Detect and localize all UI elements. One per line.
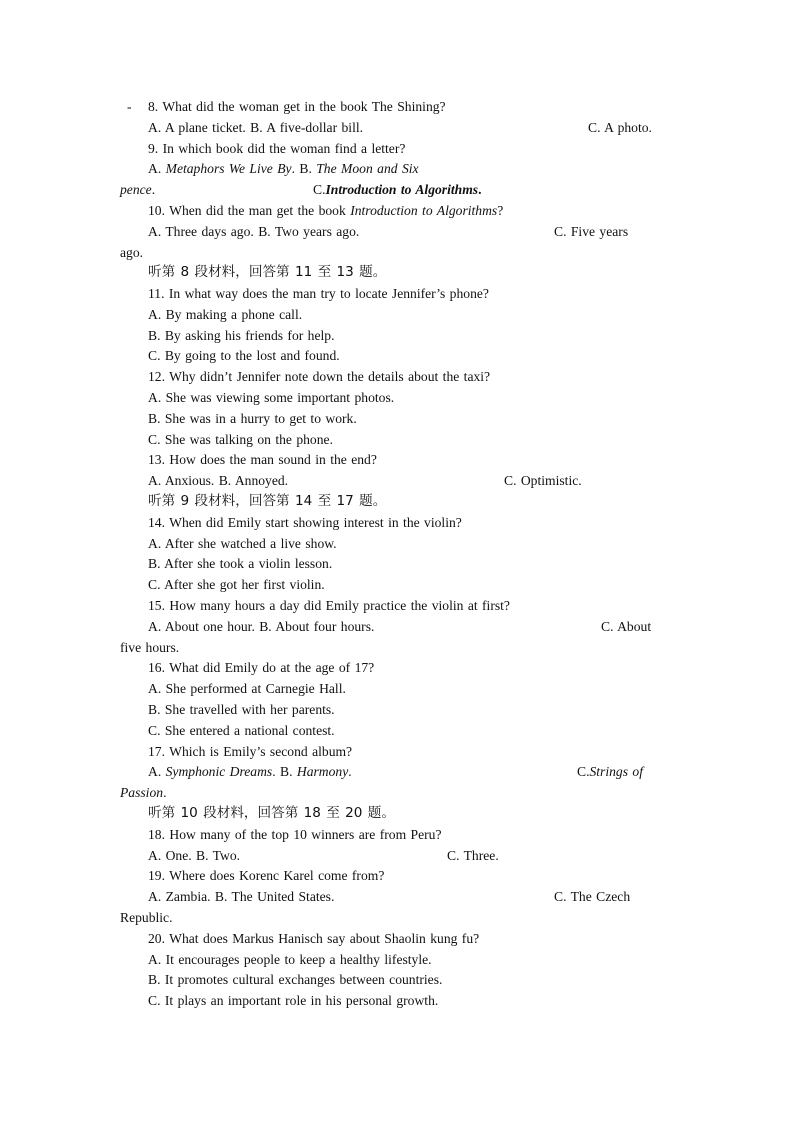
q19-options-ab: A. Zambia. B. The United States.: [148, 889, 335, 904]
q8-options-ab: A. A plane ticket. B. A five-dollar bill.: [148, 120, 364, 135]
q15-option-c: C. About: [601, 619, 652, 634]
q19-option-c: C. The Czech: [554, 889, 631, 904]
q17-c-suffix: .: [163, 785, 167, 800]
q17-b-title: Harmony: [296, 764, 349, 779]
q10-stem: [148, 200, 503, 221]
q16-option-c: C. She entered a national contest.: [148, 723, 335, 738]
q9-a-title: Metaphors We Live By: [165, 161, 292, 176]
q10-stem-prefix: 10. When did the man get the book: [148, 203, 351, 218]
q20-stem: 20. What does Markus Hanisch say about Shaolin kung fu?: [148, 931, 480, 946]
q9-a-prefix: A.: [148, 161, 166, 176]
q11-stem: 11. In what way does the man try to locate Jennifer’s phone?: [148, 286, 489, 301]
q15-option-c-cont: five hours.: [120, 640, 180, 655]
q9-c-prefix: C.: [313, 182, 326, 197]
q15-options-ab: A. About one hour. B. About four hours.: [148, 619, 375, 634]
q17-b-prefix: . B.: [272, 764, 297, 779]
q14-option-c: C. After she got her first violin.: [148, 577, 325, 592]
q9-b-title: The Moon and Six: [316, 161, 419, 176]
q17-option-c: [577, 761, 643, 782]
q17-a-prefix: A.: [148, 764, 166, 779]
q17-a-title: Symphonic Dreams: [165, 764, 273, 779]
q17-c-title-2: Passion: [120, 785, 164, 800]
q18-options-ab: A. One. B. Two.: [148, 848, 241, 863]
q13-option-c: C. Optimistic.: [504, 473, 582, 488]
q10-option-c: C. Five years: [554, 224, 629, 239]
q9-c-title: Introduction to Algorithms: [325, 182, 479, 197]
q16-option-a: A. She performed at Carnegie Hall.: [148, 681, 346, 696]
q14-stem: 14. When did Emily start showing interest in the violin?: [148, 515, 462, 530]
q9-stem: 9. In which book did the woman find a letter?: [148, 141, 406, 156]
q11-option-c: C. By going to the lost and found.: [148, 348, 340, 363]
q8-option-c: C. A photo.: [588, 120, 652, 135]
q10-options-ab: A. Three days ago. B. Two years ago.: [148, 224, 360, 239]
q12-option-a: A. She was viewing some important photos.: [148, 390, 395, 405]
q10-stem-title: Introduction to Algorithms: [350, 203, 498, 218]
q9-options-ab: [148, 158, 419, 179]
section-9-heading: 听第 9 段材料，回答第 14 至 17 题。: [148, 493, 387, 509]
q9-option-c: C.Introduction to Algorithms.: [313, 182, 482, 197]
q12-option-b: B. She was in a hurry to get to work.: [148, 411, 357, 426]
q17-stem: 17. Which is Emily’s second album?: [148, 744, 353, 759]
q9-b-title-cont: pence.: [120, 182, 156, 197]
q15-stem: 15. How many hours a day did Emily practice the violin at first?: [148, 598, 510, 613]
q18-stem: 18. How many of the top 10 winners are from Peru?: [148, 827, 442, 842]
q19-option-c-cont: Republic.: [120, 910, 173, 925]
q17-b-suffix: .: [348, 764, 352, 779]
q9-b-title-2: pence: [120, 182, 152, 197]
q11-option-a: A. By making a phone call.: [148, 307, 303, 322]
q13-stem: 13. How does the man sound in the end?: [148, 452, 377, 467]
q20-option-b: B. It promotes cultural exchanges between countries.: [148, 972, 443, 987]
q16-option-b: B. She travelled with her parents.: [148, 702, 335, 717]
q9-b-prefix: . B.: [291, 161, 317, 176]
q10-stem-suffix: ?: [497, 203, 504, 218]
q16-stem: 16. What did Emily do at the age of 17?: [148, 660, 375, 675]
q17-c-title-1: Strings of: [589, 764, 643, 779]
q20-option-c: C. It plays an important role in his personal growth.: [148, 993, 439, 1008]
q10-option-c-cont: ago.: [120, 245, 144, 260]
q12-stem: 12. Why didn’t Jennifer note down the details about the taxi?: [148, 369, 491, 384]
q18-option-c: C. Three.: [447, 848, 499, 863]
q14-option-a: A. After she watched a live show.: [148, 536, 337, 551]
q12-option-c: C. She was talking on the phone.: [148, 432, 333, 447]
q17-option-c-cont: [120, 782, 166, 803]
section-10-heading: 听第 10 段材料，回答第 18 至 20 题。: [148, 805, 395, 821]
q8-stem: 8. What did the woman get in the book The Shining?: [148, 99, 446, 114]
q14-option-b: B. After she took a violin lesson.: [148, 556, 333, 571]
q17-options-ab: [148, 761, 352, 782]
q19-stem: 19. Where does Korenc Karel come from?: [148, 868, 385, 883]
q17-c-prefix: C.: [577, 764, 590, 779]
bullet-marker: -: [127, 99, 132, 114]
q13-options-ab: A. Anxious. B. Annoyed.: [148, 473, 289, 488]
q11-option-b: B. By asking his friends for help.: [148, 328, 335, 343]
q20-option-a: A. It encourages people to keep a healthy lifestyle.: [148, 952, 432, 967]
section-8-heading: 听第 8 段材料，回答第 11 至 13 题。: [148, 264, 387, 280]
